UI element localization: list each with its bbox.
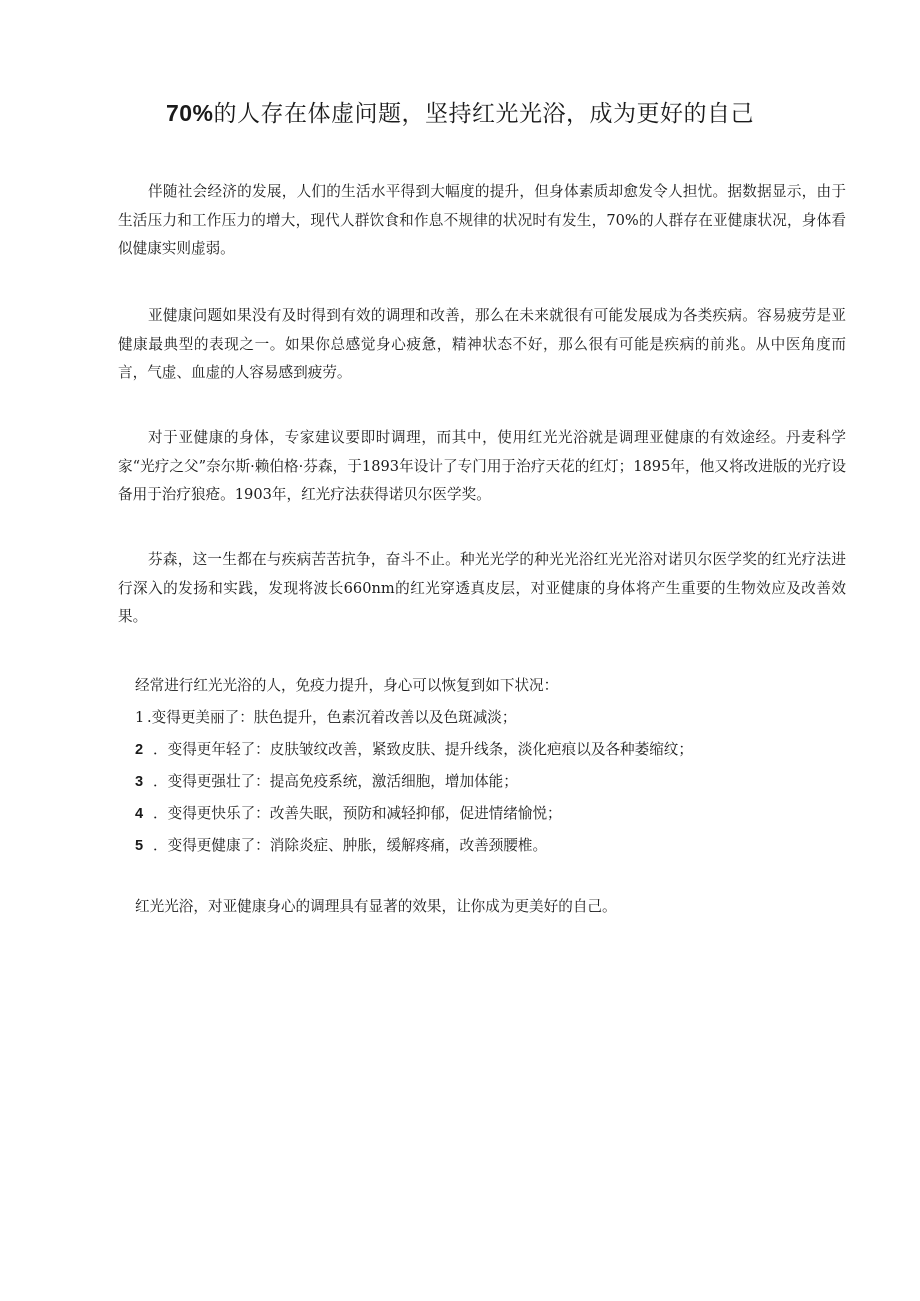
list-item-marker: 5 [135, 838, 144, 854]
title-percentage: 70% [165, 100, 214, 126]
closing-paragraph: 红光光浴，对亚健康身心的调理具有显著的效果，让你成为更美好的自己。 [135, 898, 617, 915]
list-item-marker: 3 [135, 774, 144, 790]
list-item [135, 736, 693, 768]
paragraph-1: 伴随社会经济的发展，人们的生活水平得到大幅度的提升，但身体素质却愈发令人担忧。据数据显示，由于生活压力和工作压力的增大，现代人群饮食和作息不规律的状况时有发生，70%的人群存在亚健康状况，身体看似健康实则虚弱。 [118, 183, 846, 257]
list-item-marker: 2 [135, 742, 144, 758]
paragraph-2: 亚健康问题如果没有及时得到有效的调理和改善，那么在未来就很有可能发展成为各类疾病。容易疲劳是亚健康最典型的表现之一。如果你总感觉身心疲惫，精神状态不好，那么很有可能是疾病的前兆。从中医角度而言，气虚、血虚的人容易感到疲劳。 [118, 307, 846, 381]
list-item [135, 800, 693, 832]
benefits-list [135, 704, 693, 864]
paragraph-4: 芬森，这一生都在与疾病苦苦抗争，奋斗不止。种光光学的种光光浴红光光浴对诺贝尔医学奖的红光疗法进行深入的发扬和实践，发现将波长660nm的红光穿透真皮层，对亚健康的身体将产生重要的生物效应及改善效果。 [118, 551, 846, 625]
list-item [135, 704, 693, 736]
list-intro: 经常进行红光光浴的人，免疫力提升，身心可以恢复到如下状况： [135, 677, 559, 694]
list-item [135, 832, 693, 864]
list-item-text: ．变得更年轻了：皮肤皱纹改善，紧致皮肤、提升线条，淡化疤痕以及各种萎缩纹； [153, 741, 693, 758]
document-title [0, 97, 920, 130]
title-text: 的人存在体虚问题，坚持红光光浴，成为更好的自己 [213, 101, 755, 127]
list-item-text: ．变得更快乐了：改善失眠，预防和减轻抑郁，促进情绪愉悦； [153, 805, 562, 822]
list-item-text: ．变得更健康了：消除炎症、肿胀，缓解疼痛，改善颈腰椎。 [153, 837, 548, 854]
list-item-text: .变得更美丽了：肤色提升，色素沉着改善以及色斑减淡； [147, 709, 517, 726]
list-item-text: ．变得更强壮了：提高免疫系统，激活细胞，增加体能； [153, 773, 518, 790]
paragraph-3: 对于亚健康的身体，专家建议要即时调理，而其中，使用红光光浴就是调理亚健康的有效途经。丹麦科学家“光疗之父”奈尔斯·赖伯格·芬森，于1893年设计了专门用于治疗天花的红灯；1895年，他又将改进版的光疗设备用于治疗狼疮。1903年，红光疗法获得诺贝尔医学奖。 [118, 429, 846, 503]
list-item-marker: 1 [135, 709, 145, 726]
list-item-marker: 4 [135, 806, 144, 822]
list-item [135, 768, 693, 800]
